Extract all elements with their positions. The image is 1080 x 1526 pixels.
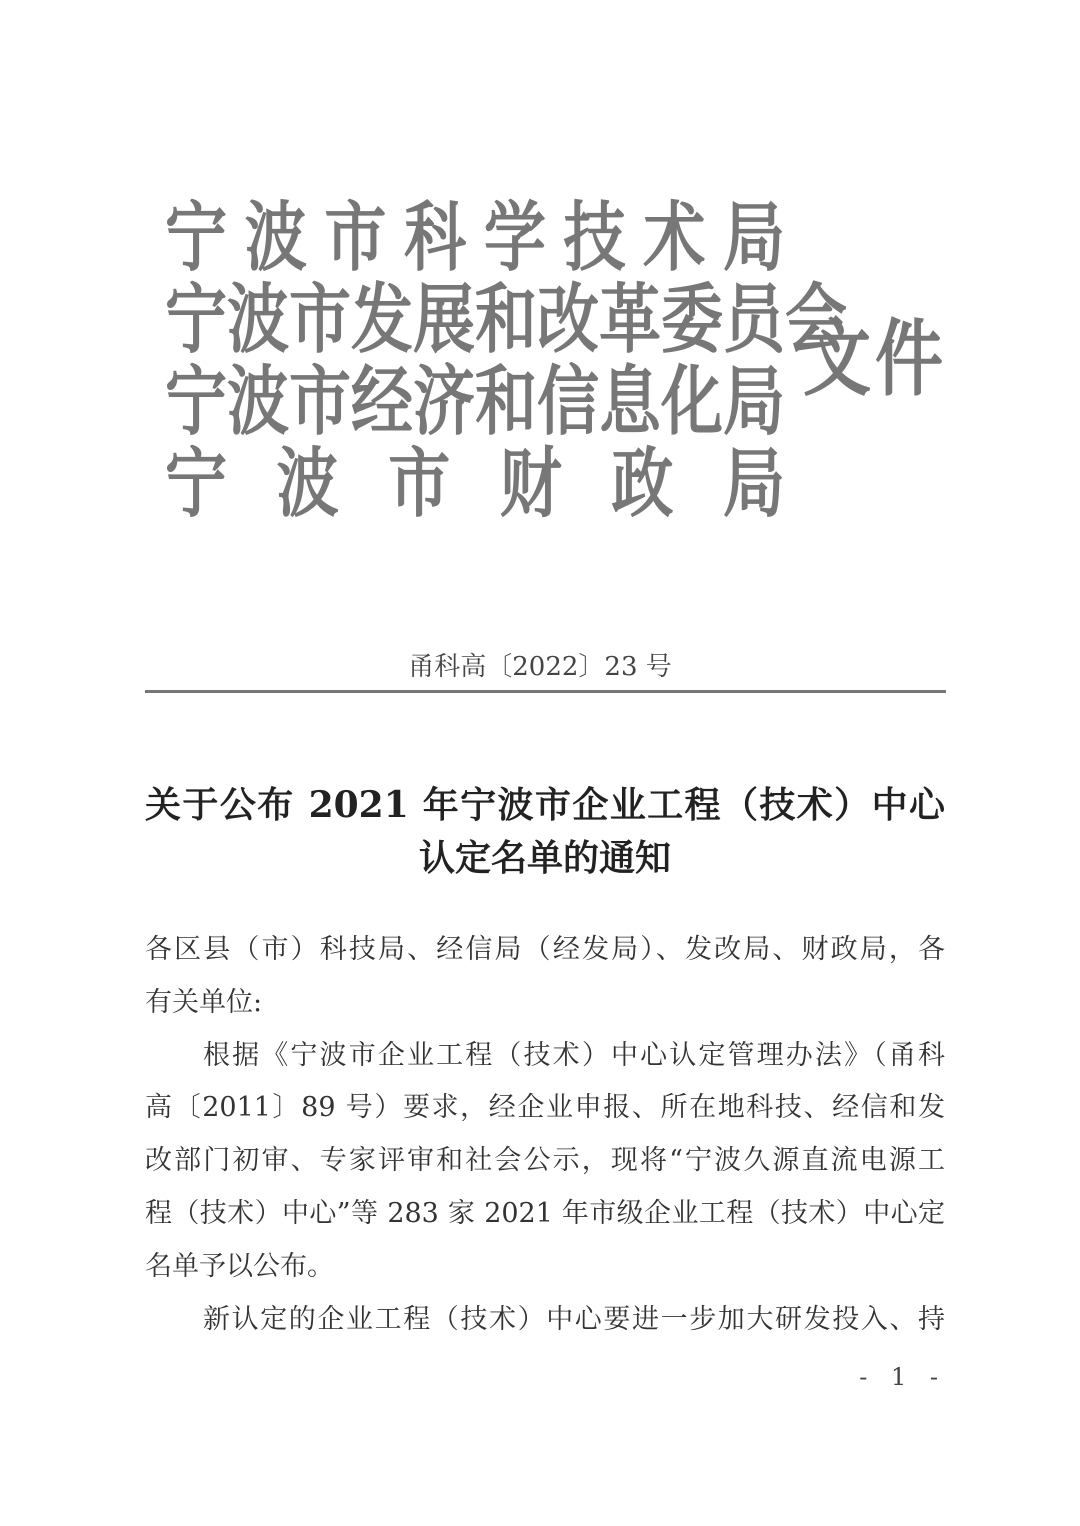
issuer-economy-it-bureau: 宁波市经济和信息化局	[165, 356, 786, 446]
body-line: 名单予以公布。	[145, 1251, 334, 1282]
body-line: 程（技术）中心”等 283 家 2021 年市级企业工程（技术）中心定	[145, 1198, 945, 1229]
body-line: 高〔2011〕89 号）要求，经企业申报、所在地科技、经信和发	[145, 1092, 945, 1123]
body-line: 改部门初审、专家评审和社会公示，现将“宁波久源直流电源工	[145, 1145, 945, 1176]
issuer-science-bureau: 宁波市科学技术局	[165, 192, 785, 282]
document-number: 甬科高〔2022〕23 号	[408, 652, 672, 682]
body-line: 根据《宁波市企业工程（技术）中心认定管理办法》（甬科	[203, 1040, 945, 1071]
body-line: 有关单位:	[145, 987, 263, 1018]
document-title-line-2: 认定名单的通知	[418, 837, 671, 879]
document-suffix: 文件	[803, 310, 943, 409]
page-number: - 1 -	[859, 1363, 946, 1391]
issuer-development-reform-commission: 宁波市发展和改革委员会	[165, 274, 848, 364]
document-title-line-1: 关于公布 2021 年宁波市企业工程（技术）中心	[145, 784, 945, 826]
body-line: 各区县（市）科技局、经信局（经发局）、发改局、财政局，各	[145, 934, 945, 965]
issuer-finance-bureau: 宁波市财政局	[165, 438, 785, 528]
header-divider	[145, 690, 946, 693]
body-line: 新认定的企业工程（技术）中心要进一步加大研发投入、持	[203, 1304, 945, 1335]
